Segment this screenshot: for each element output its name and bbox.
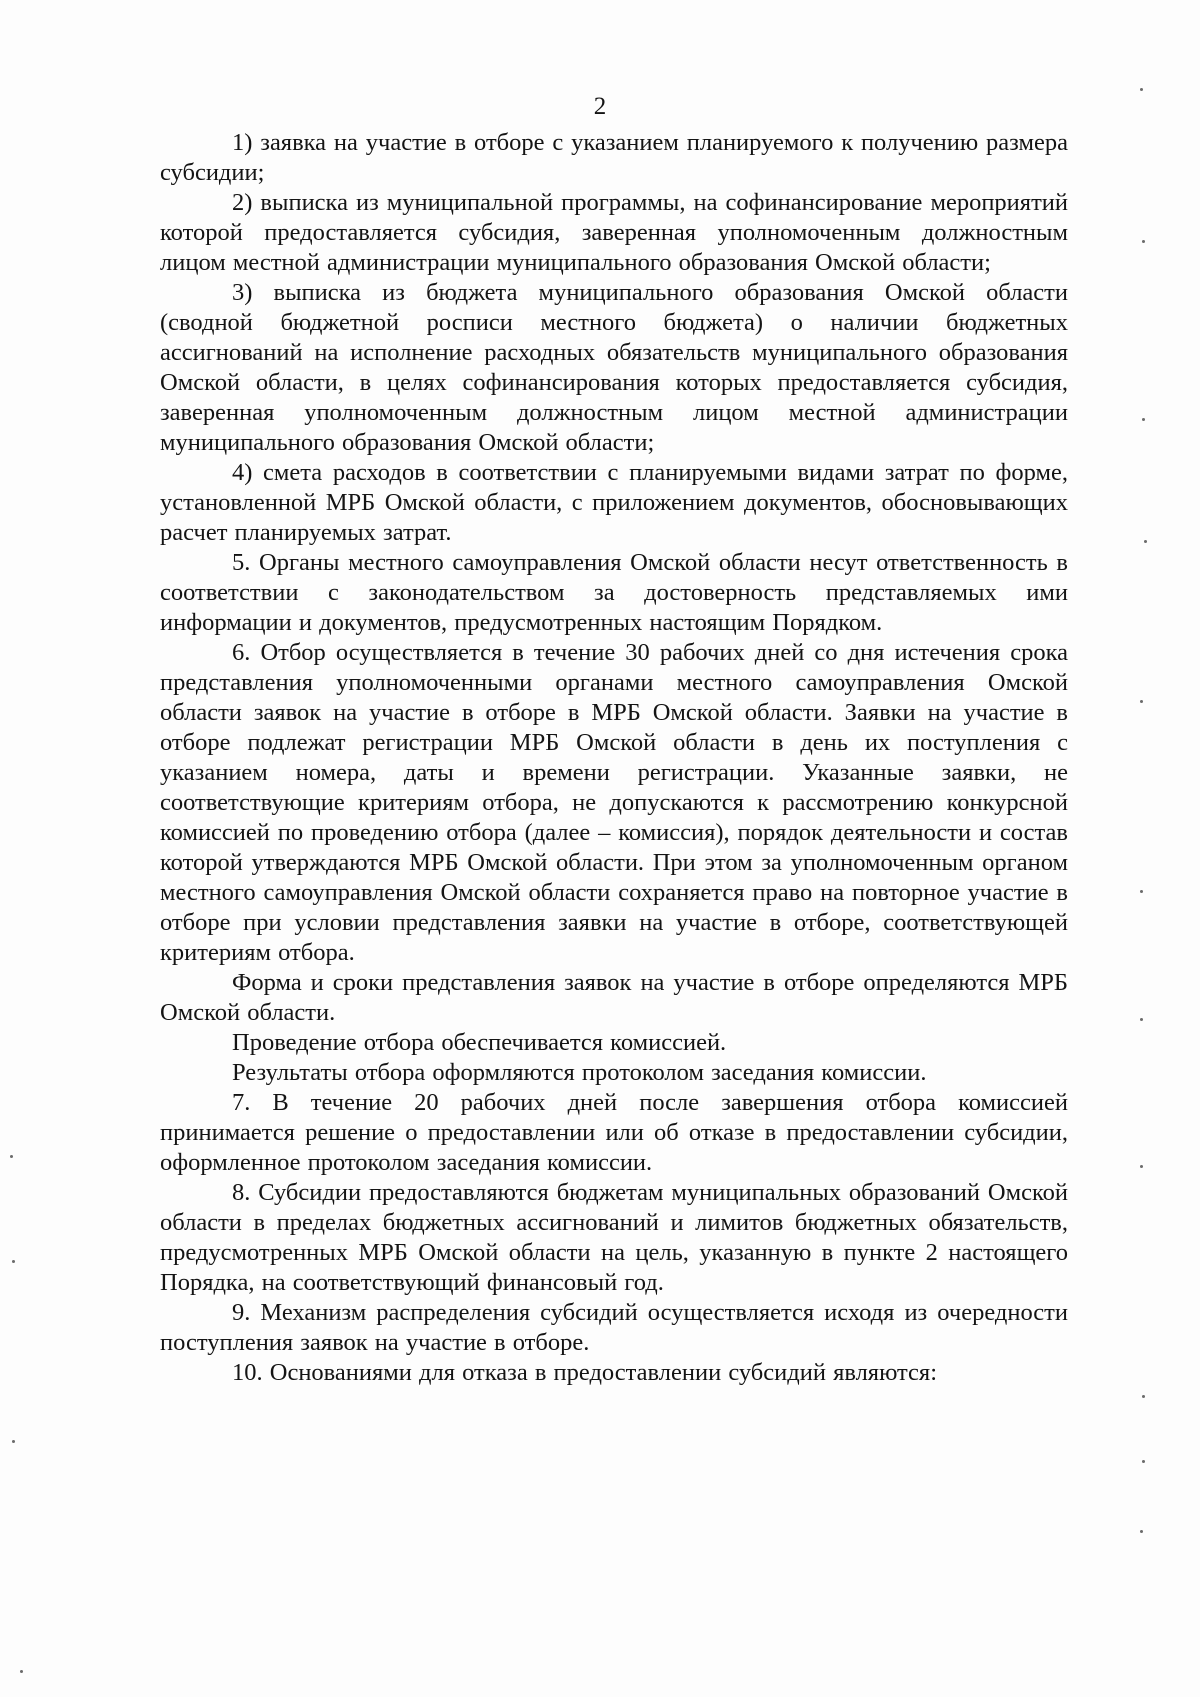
scan-speck [1144, 540, 1147, 543]
paragraph-item-4: 4) смета расходов в соответствии с планируемыми видами затрат по форме, установленной МРБ Омской области, с приложением документов, обосновывающих расчет планируемых затрат. [160, 459, 1068, 546]
paragraph-clause-6: 6. Отбор осуществляется в течение 30 рабочих дней со дня истечения срока представления уполномоченными органами местного самоуправления Омской области заявок на участие в отборе в МРБ Омской области. Заявки на участие в отборе подлежат регистрации МРБ Омской области в день их поступления с указанием номера, даты и времени регистрации. Указанные заявки, не соответствующие критериям отбора, не допускаются к рассмотрению конкурсной комиссией по проведению отбора (далее – комиссия), порядок деятельности и состав которой утверждаются МРБ Омской области. При этом за уполномоченным органом местного самоуправления Омской области сохраняется право на повторное участие в отборе при условии представления заявки на участие в отборе, соответствующей критериям отбора. [160, 639, 1068, 966]
scan-speck [1140, 1530, 1143, 1533]
scan-speck [1140, 1018, 1143, 1021]
scan-speck [1140, 1165, 1143, 1168]
paragraph-item-2: 2) выписка из муниципальной программы, на софинансирование мероприятий которой предоставляется субсидия, заверенная уполномоченным должностным лицом местной администрации муниципального образования Омской области; [160, 189, 1068, 276]
scan-speck [1140, 88, 1143, 91]
paragraph-clause-9: 9. Механизм распределения субсидий осуществляется исходя из очередности поступления заявок на участие в отборе. [160, 1299, 1068, 1356]
scan-speck [1142, 418, 1145, 421]
scan-speck [12, 1260, 15, 1263]
paragraph-clause-10: 10. Основаниями для отказа в предоставлении субсидий являются: [232, 1359, 938, 1386]
paragraph-clause-7: 7. В течение 20 рабочих дней после завершения отбора комиссией принимается решение о предоставлении или об отказе в предоставлении субсидии, оформленное протоколом заседания комиссии. [160, 1089, 1068, 1176]
document-body [160, 128, 1068, 1388]
paragraph-item-1: 1) заявка на участие в отборе с указанием планируемого к получению размера субсидии; [160, 129, 1068, 186]
scan-speck [1142, 240, 1145, 243]
scan-speck [1140, 700, 1143, 703]
scan-speck [20, 1670, 23, 1673]
scan-speck [10, 1155, 13, 1158]
page-number: 2 [593, 93, 607, 120]
paragraph-selection-conduct: Проведение отбора обеспечивается комиссией. [232, 1029, 727, 1056]
scan-speck [1142, 1460, 1145, 1463]
paragraph-item-3: 3) выписка из бюджета муниципального образования Омской области (сводной бюджетной росписи местного бюджета) о наличии бюджетных ассигнований на исполнение расходных обязательств муниципального образования Омской области, в целях софинансирования которых предоставляется субсидия, заверенная уполномоченным должностным лицом местной администрации муниципального образования Омской области; [160, 279, 1068, 456]
paragraph-form-and-terms: Форма и сроки представления заявок на участие в отборе определяются МРБ Омской области. [160, 969, 1068, 1026]
scan-speck [1142, 1395, 1145, 1398]
paragraph-selection-results: Результаты отбора оформляются протоколом заседания комиссии. [232, 1059, 927, 1086]
scan-speck [1140, 890, 1143, 893]
scan-speck [12, 1440, 15, 1443]
paragraph-clause-5: 5. Органы местного самоуправления Омской области несут ответственность в соответствии с законодательством за достоверность представляемых ими информации и документов, предусмотренных настоящим Порядком. [160, 549, 1068, 636]
paragraph-clause-8: 8. Субсидии предоставляются бюджетам муниципальных образований Омской области в пределах бюджетных ассигнований и лимитов бюджетных обязательств, предусмотренных МРБ Омской области на цель, указанную в пункте 2 настоящего Порядка, на соответствующий финансовый год. [160, 1179, 1068, 1296]
